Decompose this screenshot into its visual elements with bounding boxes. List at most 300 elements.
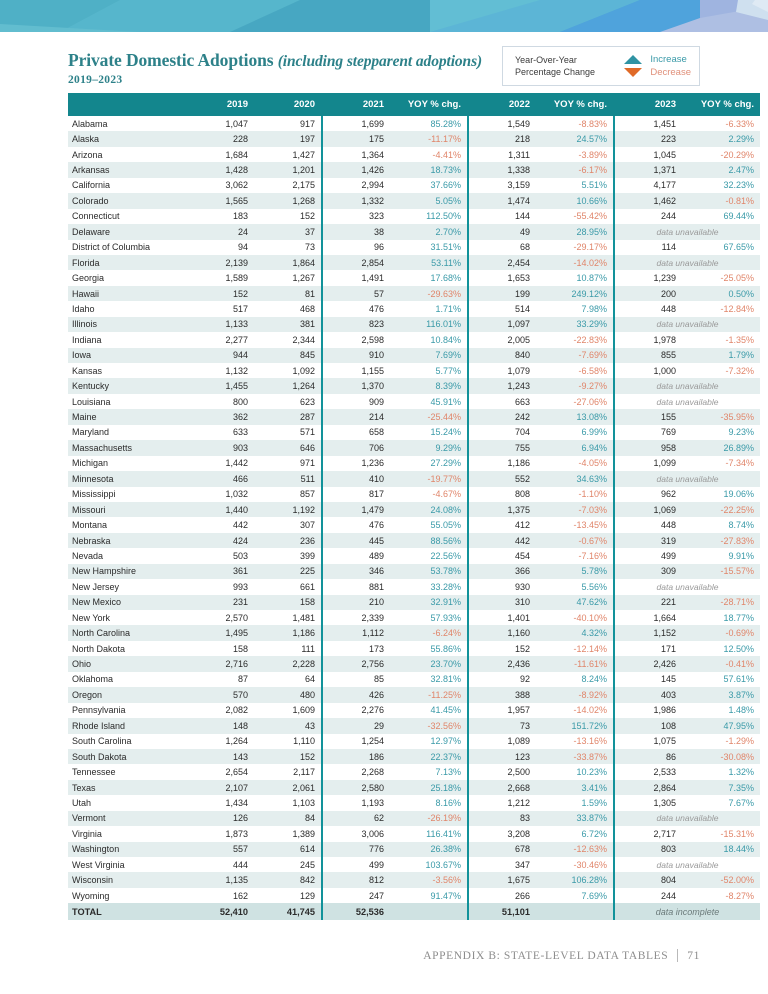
cell-2020: 1,609	[254, 703, 322, 718]
cell-yoy-2021: 53.78%	[390, 564, 468, 579]
cell-yoy-2022: -1.10%	[536, 487, 614, 502]
cell-2022: 1,079	[468, 363, 536, 378]
cell-yoy-2022: 10.87%	[536, 270, 614, 285]
table-row	[68, 517, 760, 532]
table-row	[68, 286, 760, 301]
cell-2020: 1,192	[254, 502, 322, 517]
cell-2022: 442	[468, 533, 536, 548]
cell-yoy-2021: 32.81%	[390, 672, 468, 687]
cell-yoy-2022: -13.45%	[536, 517, 614, 532]
table-row	[68, 487, 760, 502]
cell-2021: 2,994	[322, 178, 390, 193]
table-row	[68, 363, 760, 378]
cell-yoy-2023: -15.31%	[682, 826, 760, 841]
table-row	[68, 548, 760, 563]
cell-2022: 454	[468, 548, 536, 563]
cell-yoy-2021: 41.45%	[390, 703, 468, 718]
cell-yoy-2022: 6.72%	[536, 826, 614, 841]
cell-yoy-2023: 12.50%	[682, 641, 760, 656]
cell-yoy-2023: 3.87%	[682, 687, 760, 702]
cell-2023: 1,986	[614, 703, 682, 718]
cell-2019: 148	[186, 718, 254, 733]
cell-2021: 823	[322, 317, 390, 332]
cell-2021: 1,370	[322, 378, 390, 393]
cell-2019: 1,873	[186, 826, 254, 841]
cell-yoy-2022: -30.46%	[536, 857, 614, 872]
cell-yoy-2022: 24.57%	[536, 131, 614, 146]
table-row	[68, 440, 760, 455]
cell-yoy-2022: -7.69%	[536, 348, 614, 363]
cell-2022: 3,208	[468, 826, 536, 841]
cell-2022: 199	[468, 286, 536, 301]
cell-2021: 1,426	[322, 162, 390, 177]
table-row	[68, 502, 760, 517]
cell-yoy-2021: -29.63%	[390, 286, 468, 301]
cell-2021: 489	[322, 548, 390, 563]
cell-yoy-2023: 32.23%	[682, 178, 760, 193]
cell-2021: 2,854	[322, 255, 390, 270]
cell-yoy-2022: -4.05%	[536, 456, 614, 471]
cell-2019: 2,716	[186, 656, 254, 671]
cell-2023: 4,177	[614, 178, 682, 193]
table-row	[68, 147, 760, 162]
legend-increase-label: Increase	[650, 54, 687, 65]
cell-2019: 1,047	[186, 116, 254, 131]
cell-2023: 155	[614, 409, 682, 424]
cell-yoy-2023: -0.41%	[682, 656, 760, 671]
cell-2022: 1,675	[468, 872, 536, 887]
cell-2020: 2,117	[254, 764, 322, 779]
cell-2022: 930	[468, 579, 536, 594]
cell-2020: 225	[254, 564, 322, 579]
cell-yoy-2023: 9.23%	[682, 425, 760, 440]
cell-yoy-2021: 5.77%	[390, 363, 468, 378]
cell-2021: 910	[322, 348, 390, 363]
cell-yoy-2023: -15.57%	[682, 564, 760, 579]
cell-2022: 49	[468, 224, 536, 239]
cell-state: South Dakota	[68, 749, 186, 764]
cell-2020: 842	[254, 872, 322, 887]
cell-yoy-2023: 57.61%	[682, 672, 760, 687]
cell-2023: 1,075	[614, 734, 682, 749]
cell-2021: 2,580	[322, 780, 390, 795]
cell-state: Arkansas	[68, 162, 186, 177]
cell-state: Missouri	[68, 502, 186, 517]
cell-2022: 808	[468, 487, 536, 502]
cell-yoy-2021: 2.70%	[390, 224, 468, 239]
cell-yoy-2021: 22.56%	[390, 548, 468, 563]
cell-2019: 126	[186, 811, 254, 826]
cell-2020: 1,427	[254, 147, 322, 162]
table-row	[68, 703, 760, 718]
table-row	[68, 764, 760, 779]
cell-2019: 424	[186, 533, 254, 548]
table-row	[68, 193, 760, 208]
cell-yoy-2021: 26.38%	[390, 842, 468, 857]
cell-yoy-2021: 8.39%	[390, 378, 468, 393]
cell-2022: 1,338	[468, 162, 536, 177]
cell-yoy-2022: -8.83%	[536, 116, 614, 131]
cell-2021: 1,364	[322, 147, 390, 162]
cell-2019: 800	[186, 394, 254, 409]
cell-2019: 570	[186, 687, 254, 702]
cell-yoy-2023: -7.34%	[682, 456, 760, 471]
cell-2020: 971	[254, 456, 322, 471]
cell-yoy-2023: 8.74%	[682, 517, 760, 532]
cell-2019: 1,589	[186, 270, 254, 285]
cell-2020: 1,864	[254, 255, 322, 270]
cell-yoy-2022: -7.03%	[536, 502, 614, 517]
cell-2021: 2,339	[322, 610, 390, 625]
cell-yoy-2021: 8.16%	[390, 795, 468, 810]
cell-yoy-2021: 57.93%	[390, 610, 468, 625]
cell-2020: 111	[254, 641, 322, 656]
cell-2019: 1,133	[186, 317, 254, 332]
cell-2020: 614	[254, 842, 322, 857]
cell-2023: 244	[614, 888, 682, 903]
cell-state: Nevada	[68, 548, 186, 563]
cell-state: Ohio	[68, 656, 186, 671]
cell-2023: 2,426	[614, 656, 682, 671]
table-body	[68, 116, 760, 920]
cell-state: Iowa	[68, 348, 186, 363]
cell-yoy-2021: 32.91%	[390, 595, 468, 610]
cell-state: Wisconsin	[68, 872, 186, 887]
cell-state: Indiana	[68, 332, 186, 347]
footer-divider	[677, 949, 678, 962]
table-row	[68, 595, 760, 610]
cell-2022: 678	[468, 842, 536, 857]
cell-2019: 1,264	[186, 734, 254, 749]
cell-2023-unavailable: data unavailable	[614, 811, 760, 826]
cell-2022: 1,160	[468, 625, 536, 640]
cell-2020: 2,061	[254, 780, 322, 795]
table-row	[68, 672, 760, 687]
cell-yoy-2021: 112.50%	[390, 209, 468, 224]
table-row	[68, 394, 760, 409]
cell-2019: 152	[186, 286, 254, 301]
cell-yoy-2023: -0.81%	[682, 193, 760, 208]
col-header-2023: 2023	[614, 93, 682, 116]
table-row	[68, 872, 760, 887]
table-row	[68, 409, 760, 424]
cell-yoy-2021: -6.24%	[390, 625, 468, 640]
cell-yoy-2023: 7.35%	[682, 780, 760, 795]
cell-state: Colorado	[68, 193, 186, 208]
cell-yoy-2022: 10.23%	[536, 764, 614, 779]
cell-yoy-2023: 1.48%	[682, 703, 760, 718]
title-year-range: 2019–2023	[68, 74, 123, 86]
cell-2023: 855	[614, 348, 682, 363]
cell-state: California	[68, 178, 186, 193]
cell-2023: 244	[614, 209, 682, 224]
cell-yoy-2022: 5.56%	[536, 579, 614, 594]
cell-2023: 2,533	[614, 764, 682, 779]
cell-yoy-2023: -27.83%	[682, 533, 760, 548]
table-row	[68, 610, 760, 625]
cell-yoy-2022: -14.02%	[536, 255, 614, 270]
cell-2020: 468	[254, 301, 322, 316]
table-row	[68, 888, 760, 903]
cell-yoy-2021: -11.25%	[390, 687, 468, 702]
cell-2021: 426	[322, 687, 390, 702]
cell-yoy-2021: 7.13%	[390, 764, 468, 779]
col-header-state	[68, 93, 186, 116]
cell-2020: 381	[254, 317, 322, 332]
cell-2020: 511	[254, 471, 322, 486]
cell-2022: 1,311	[468, 147, 536, 162]
cell-2019: 1,565	[186, 193, 254, 208]
cell-yoy-2021: 15.24%	[390, 425, 468, 440]
cell-2020: 37	[254, 224, 322, 239]
cell-state: Utah	[68, 795, 186, 810]
cell-yoy-2022: 33.29%	[536, 317, 614, 332]
cell-2019: 444	[186, 857, 254, 872]
cell-yoy-2023: 2.47%	[682, 162, 760, 177]
cell-2020: 43	[254, 718, 322, 733]
cell-yoy-2022: -3.89%	[536, 147, 614, 162]
table-row	[68, 625, 760, 640]
cell-2021: 776	[322, 842, 390, 857]
cell-2020: 158	[254, 595, 322, 610]
cell-2020: 1,092	[254, 363, 322, 378]
table-row	[68, 749, 760, 764]
cell-state: Michigan	[68, 456, 186, 471]
cell-2023: 145	[614, 672, 682, 687]
cell-2021: 909	[322, 394, 390, 409]
cell-yoy-2022: 34.63%	[536, 471, 614, 486]
cell-2019: 466	[186, 471, 254, 486]
cell-yoy-2023: -12.84%	[682, 301, 760, 316]
cell-2020: 81	[254, 286, 322, 301]
cell-yoy-2021: 53.11%	[390, 255, 468, 270]
cell-state: Vermont	[68, 811, 186, 826]
cell-2019: 1,428	[186, 162, 254, 177]
cell-2021: 410	[322, 471, 390, 486]
table-row	[68, 579, 760, 594]
cell-2021: 173	[322, 641, 390, 656]
cell-2022: 218	[468, 131, 536, 146]
cell-2022: 704	[468, 425, 536, 440]
cell-yoy-2023: 26.89%	[682, 440, 760, 455]
cell-yoy-2022: -11.61%	[536, 656, 614, 671]
cell-2020: 1,110	[254, 734, 322, 749]
cell-2022: 1,653	[468, 270, 536, 285]
cell-yoy-2022: -8.92%	[536, 687, 614, 702]
cell-yoy-2023: -28.71%	[682, 595, 760, 610]
cell-2021: 1,193	[322, 795, 390, 810]
cell-2021: 186	[322, 749, 390, 764]
table-row	[68, 425, 760, 440]
table-row	[68, 348, 760, 363]
legend-label-line1: Year-Over-Year	[515, 54, 577, 65]
cell-yoy-2022: 8.24%	[536, 672, 614, 687]
cell-state: Tennessee	[68, 764, 186, 779]
cell-2021: 1,254	[322, 734, 390, 749]
cell-yoy-2022: -13.16%	[536, 734, 614, 749]
cell-2021: 62	[322, 811, 390, 826]
cell-2020: 152	[254, 209, 322, 224]
cell-2023: 448	[614, 301, 682, 316]
cell-2022: 73	[468, 718, 536, 733]
cell-total-yoy-2022	[536, 903, 614, 920]
cell-2023: 319	[614, 533, 682, 548]
cell-2023: 200	[614, 286, 682, 301]
cell-yoy-2022: -12.63%	[536, 842, 614, 857]
cell-2019: 993	[186, 579, 254, 594]
cell-2023-unavailable: data unavailable	[614, 471, 760, 486]
cell-2022: 514	[468, 301, 536, 316]
cell-yoy-2022: -12.14%	[536, 641, 614, 656]
table-row	[68, 687, 760, 702]
cell-yoy-2023: -25.05%	[682, 270, 760, 285]
cell-2023: 1,099	[614, 456, 682, 471]
cell-yoy-2023: 19.06%	[682, 487, 760, 502]
cell-2019: 143	[186, 749, 254, 764]
cell-2020: 307	[254, 517, 322, 532]
cell-yoy-2021: 91.47%	[390, 888, 468, 903]
table-row	[68, 564, 760, 579]
table-row	[68, 826, 760, 841]
cell-2019: 162	[186, 888, 254, 903]
table-row	[68, 378, 760, 393]
cell-2021: 214	[322, 409, 390, 424]
cell-yoy-2022: -22.83%	[536, 332, 614, 347]
cell-2020: 2,228	[254, 656, 322, 671]
cell-yoy-2022: 6.99%	[536, 425, 614, 440]
cell-yoy-2022: -6.58%	[536, 363, 614, 378]
cell-yoy-2021: 37.66%	[390, 178, 468, 193]
cell-yoy-2023: 1.32%	[682, 764, 760, 779]
cell-yoy-2022: 106.28%	[536, 872, 614, 887]
table-row	[68, 795, 760, 810]
cell-state: Kentucky	[68, 378, 186, 393]
cell-2019: 228	[186, 131, 254, 146]
cell-2021: 29	[322, 718, 390, 733]
cell-yoy-2021: 85.28%	[390, 116, 468, 131]
cell-yoy-2022: 3.41%	[536, 780, 614, 795]
cell-yoy-2023: 67.65%	[682, 240, 760, 255]
cell-2020: 287	[254, 409, 322, 424]
cell-yoy-2023: 47.95%	[682, 718, 760, 733]
cell-2021: 2,276	[322, 703, 390, 718]
cell-2022: 552	[468, 471, 536, 486]
cell-state: Montana	[68, 517, 186, 532]
cell-state: New Jersey	[68, 579, 186, 594]
cell-yoy-2021: -26.19%	[390, 811, 468, 826]
cell-yoy-2021: 33.28%	[390, 579, 468, 594]
cell-2019: 24	[186, 224, 254, 239]
cell-state: New Mexico	[68, 595, 186, 610]
table-row	[68, 456, 760, 471]
col-header-2019: 2019	[186, 93, 254, 116]
cell-2021: 1,479	[322, 502, 390, 517]
cell-yoy-2023: 69.44%	[682, 209, 760, 224]
cell-yoy-2023: 18.44%	[682, 842, 760, 857]
cell-2022: 83	[468, 811, 536, 826]
cell-2023: 309	[614, 564, 682, 579]
cell-yoy-2022: -6.17%	[536, 162, 614, 177]
decorative-banner	[0, 0, 768, 32]
cell-yoy-2022: 7.69%	[536, 888, 614, 903]
cell-2022: 1,186	[468, 456, 536, 471]
cell-total-2019: 52,410	[186, 903, 254, 920]
cell-yoy-2022: 6.94%	[536, 440, 614, 455]
cell-2020: 245	[254, 857, 322, 872]
cell-2020: 399	[254, 548, 322, 563]
table-row	[68, 162, 760, 177]
cell-2021: 812	[322, 872, 390, 887]
cell-2020: 1,268	[254, 193, 322, 208]
cell-yoy-2023: 1.79%	[682, 348, 760, 363]
cell-2023: 1,978	[614, 332, 682, 347]
cell-2021: 817	[322, 487, 390, 502]
cell-state: Pennsylvania	[68, 703, 186, 718]
cell-2019: 94	[186, 240, 254, 255]
cell-yoy-2023: -0.69%	[682, 625, 760, 640]
cell-2022: 3,159	[468, 178, 536, 193]
cell-yoy-2022: 33.87%	[536, 811, 614, 826]
cell-yoy-2022: 28.95%	[536, 224, 614, 239]
cell-yoy-2022: 249.12%	[536, 286, 614, 301]
cell-state: Oregon	[68, 687, 186, 702]
cell-state: Minnesota	[68, 471, 186, 486]
cell-2022: 2,005	[468, 332, 536, 347]
cell-2020: 129	[254, 888, 322, 903]
table-row	[68, 533, 760, 548]
cell-2020: 1,481	[254, 610, 322, 625]
cell-2023: 1,152	[614, 625, 682, 640]
cell-2020: 1,201	[254, 162, 322, 177]
cell-2023-unavailable: data unavailable	[614, 579, 760, 594]
cell-yoy-2021: 1.71%	[390, 301, 468, 316]
cell-2020: 661	[254, 579, 322, 594]
cell-2022: 152	[468, 641, 536, 656]
cell-2023: 223	[614, 131, 682, 146]
table-row	[68, 718, 760, 733]
cell-state: Kansas	[68, 363, 186, 378]
cell-2021: 1,491	[322, 270, 390, 285]
col-header-2020: 2020	[254, 93, 322, 116]
cell-2023: 448	[614, 517, 682, 532]
cell-total-2021: 52,536	[322, 903, 390, 920]
cell-total-label: TOTAL	[68, 903, 186, 920]
cell-2022: 1,243	[468, 378, 536, 393]
cell-2023: 1,371	[614, 162, 682, 177]
cell-yoy-2023: -30.08%	[682, 749, 760, 764]
cell-2022: 1,549	[468, 116, 536, 131]
cell-yoy-2022: -29.17%	[536, 240, 614, 255]
cell-yoy-2023: -8.27%	[682, 888, 760, 903]
cell-yoy-2021: -11.17%	[390, 131, 468, 146]
cell-2023: 1,239	[614, 270, 682, 285]
cell-2022: 2,436	[468, 656, 536, 671]
cell-2021: 1,332	[322, 193, 390, 208]
cell-yoy-2023: -1.35%	[682, 332, 760, 347]
table-row	[68, 780, 760, 795]
title-main-text: Private Domestic Adoptions	[68, 50, 274, 70]
table-row	[68, 209, 760, 224]
cell-yoy-2021: 45.91%	[390, 394, 468, 409]
cell-2020: 152	[254, 749, 322, 764]
table-row	[68, 131, 760, 146]
cell-2021: 2,756	[322, 656, 390, 671]
cell-yoy-2023: -35.95%	[682, 409, 760, 424]
cell-2023: 958	[614, 440, 682, 455]
cell-yoy-2021: 18.73%	[390, 162, 468, 177]
col-header-2021: 2021	[322, 93, 390, 116]
legend-label-line2: Percentage Change	[515, 67, 596, 77]
